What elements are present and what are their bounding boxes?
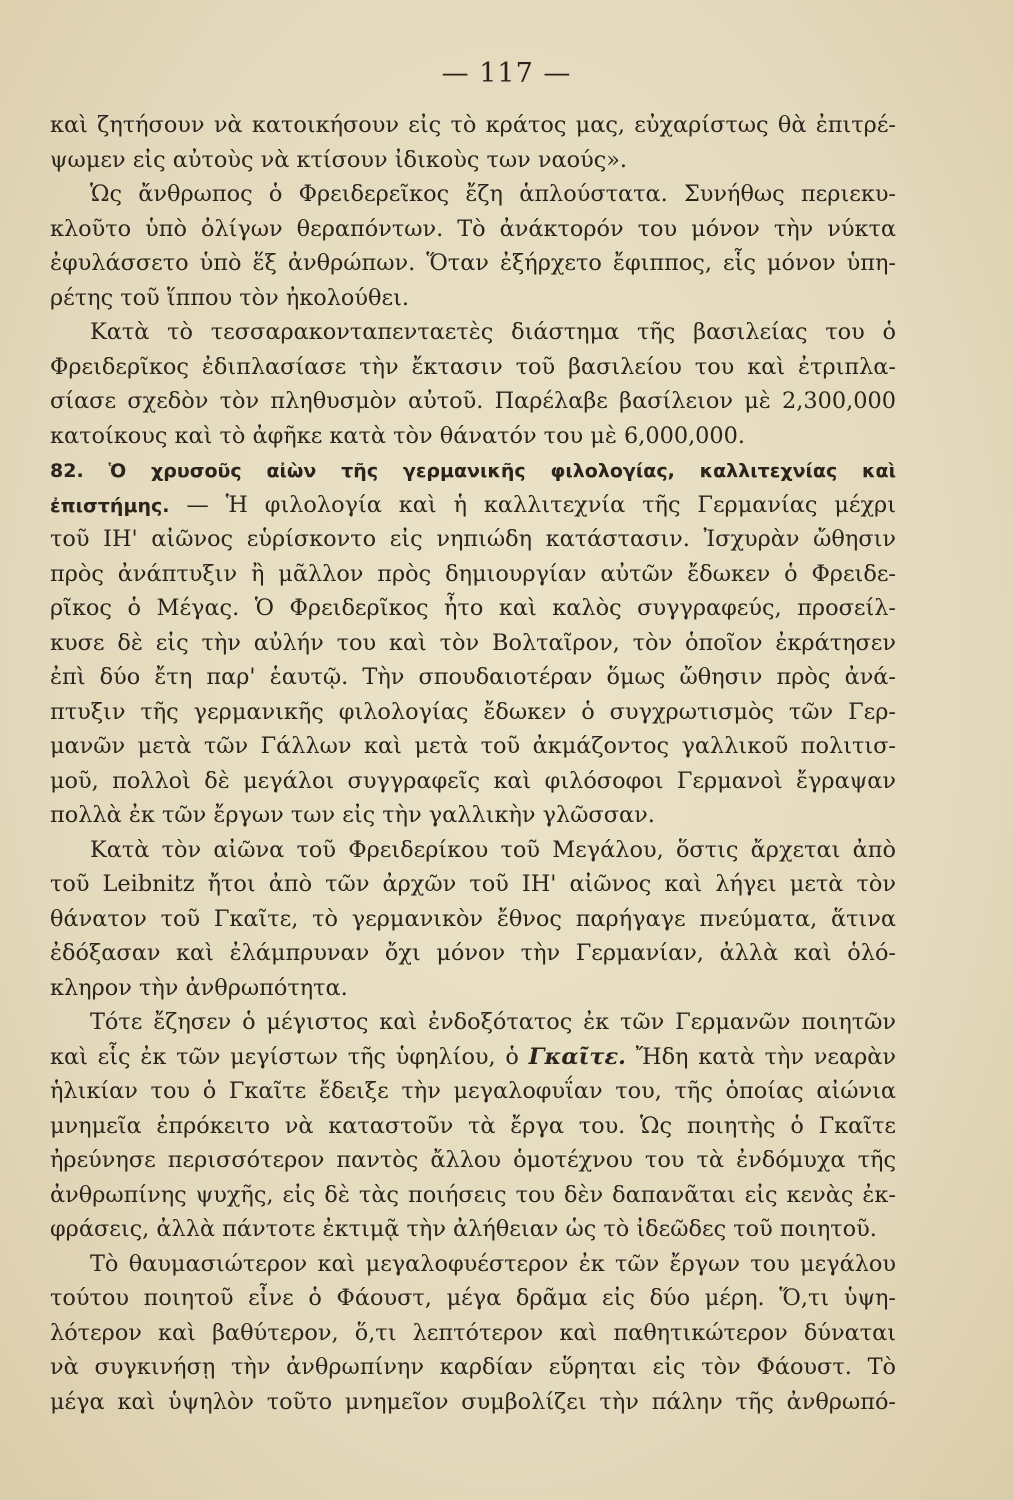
text-line: κληρον τὴν ἀνθρωπότητα. (50, 974, 348, 1001)
text-line: ἐπὶ δύο ἔτη παρ' ἑαυτῷ. Τὴν σπουδαιοτέραν ὅμως ὤθησιν πρὸς ἀνά- (50, 664, 896, 690)
section-heading-end: ἐπιστήμης. (50, 494, 170, 517)
text-line: ἐδόξασαν καὶ ἐλάμπρυναν ὄχι μόνον τὴν Γερμανίαν, ἀλλὰ καὶ ὁλό- (50, 940, 896, 966)
text-line: σίασε σχεδὸν τὸν πληθυσμὸν αὐτοῦ. Παρέλαβε βασίλειον μὲ 2,300,000 (50, 388, 896, 414)
page-number: — 117 — (441, 58, 572, 89)
text-line: ρῖκος ὁ Μέγας. Ὁ Φρειδερῖκος ἦτο καὶ καλὸς συγγραφεύς, προσείλ- (50, 595, 896, 621)
text-line: μνημεῖα ἐπρόκειτο νὰ καταστοῦν τὰ ἔργα του. Ὡς ποιητὴς ὁ Γκαῖτε (50, 1112, 896, 1139)
text-line: μανῶν μετὰ τῶν Γάλλων καὶ μετὰ τοῦ ἀκμάζοντος γαλλικοῦ πολιτισ- (50, 733, 896, 759)
text-line: φράσεις, ἀλλὰ πάντοτε ἐκτιμᾷ τὴν ἀλήθειαν ὡς τὸ ἰδεῶδες τοῦ ποιητοῦ. (50, 1216, 877, 1242)
goethe-line-end: Ἤδη κατὰ τὴν νεαρὰν (625, 1043, 896, 1070)
section-heading-text: 82. Ὁ χρυσοῦς αἰὼν τῆς γερμανικῆς φιλολογίας, καλλιτεχνίας καὶ (50, 460, 896, 482)
text-line: κλοῦτο ὑπὸ ὀλίγων θεραπόντων. Τὸ ἀνάκτορόν του μόνον τὴν νύκτα (50, 215, 896, 242)
text-line: ἀνθρωπίνης ψυχῆς, εἰς δὲ τὰς ποιήσεις του δὲν δαπανᾶται εἰς κενὰς ἐκ- (50, 1181, 896, 1208)
text-line: λότερον καὶ βαθύτερον, ὅ,τι λεπτότερον καὶ παθητικώτερον δύναται (50, 1319, 896, 1346)
text-line: πρὸς ἀνάπτυξιν ἢ μᾶλλον πρὸς δημιουργίαν αὐτῶν ἔδωκεν ὁ Φρειδε- (50, 560, 896, 587)
section-intro: — Ἡ φιλολογία καὶ ἡ καλλιτεχνία τῆς Γερμανίας μέχρι (169, 491, 896, 518)
text-line: ἐφυλάσσετο ὑπὸ ἕξ ἀνθρώπων. Ὅταν ἐξήρχετο ἔφιππος, εἷς μόνον ὑπη- (50, 250, 896, 276)
text-line: θάνατον τοῦ Γκαῖτε, τὸ γερμανικὸν ἔθνος παρήγαγε πνεύματα, ἅτινα (50, 905, 896, 932)
text-line: ρέτης τοῦ ἵππου τὸν ἠκολούθει. (50, 284, 409, 311)
text-line: Κατὰ τὸν αἰῶνα τοῦ Φρειδερίκου τοῦ Μεγάλου, ὅστις ἄρχεται ἀπὸ (90, 836, 896, 863)
text-line: μέγα καὶ ὑψηλὸν τοῦτο μνημεῖον συμβολίζει τὴν πάλην τῆς ἀνθρωπό- (50, 1388, 896, 1415)
text-line: κυσε δὲ εἰς τὴν αὐλήν του καὶ τὸν Βολταῖρον, τὸν ὁποῖον ἐκράτησεν (50, 629, 896, 656)
text-line (50, 1040, 896, 1075)
text-line: τοῦ ΙΗ' αἰῶνος εὑρίσκοντο εἰς νηπιώδη κατάστασιν. Ἰσχυρὰν ὤθησιν (50, 526, 896, 552)
text-line: Φρειδερῖκος ἐδιπλασίασε τὴν ἔκτασιν τοῦ βασιλείου του καὶ ἐτριπλα- (50, 353, 896, 380)
text-line: Κατὰ τὸ τεσσαρακονταπενταετὲς διάστημα τῆς βασιλείας του ὁ (90, 319, 896, 345)
text-line: ψωμεν εἰς αὐτοὺς νὰ κτίσουν ἰδικοὺς των ναούς». (50, 146, 628, 173)
text-line: ἠρεύνησε περισσότερον παντὸς ἄλλου ὁμοτέχνου του τὰ ἐνδόμυχα τῆς (50, 1147, 896, 1173)
goethe-line-start: καὶ εἷς ἐκ τῶν μεγίστων τῆς ὑφηλίου, ὁ (50, 1043, 529, 1070)
body-text (50, 108, 896, 1419)
text-line: τούτου ποιητοῦ εἶνε ὁ Φάουστ, μέγα δρᾶμα εἰς δύο μέρη. Ὅ,τι ὑψη- (50, 1285, 896, 1311)
text-line: πολλὰ ἐκ τῶν ἔργων των εἰς τὴν γαλλικὴν γλῶσσαν. (50, 802, 655, 828)
text-line (50, 488, 896, 523)
text-line: Ὡς ἄνθρωπος ὁ Φρειδερεῖκος ἔζη ἁπλούστατα. Συνήθως περιεκυ- (90, 181, 896, 207)
text-line: μοῦ, πολλοὶ δὲ μεγάλοι συγγραφεῖς καὶ φιλόσοφοι Γερμανοὶ ἔγραψαν (50, 767, 896, 794)
text-line: καὶ ζητήσουν νὰ κατοικήσουν εἰς τὸ κράτος μας, εὐχαρίστως θὰ ἐπιτρέ- (50, 112, 896, 138)
text-line: τοῦ Leibnitz ἤτοι ἀπὸ τῶν ἀρχῶν τοῦ ΙΗ' αἰῶνος καὶ λήγει μετὰ τὸν (50, 871, 896, 897)
text-line: ἡλικίαν του ὁ Γκαῖτε ἔδειξε τὴν μεγαλοφυΐαν του, τῆς ὁποίας αἰώνια (50, 1078, 896, 1104)
text-line: Τὸ θαυμασιώτερον καὶ μεγαλοφυέστερον ἐκ τῶν ἔργων του μεγάλου (90, 1250, 896, 1277)
text-line: νὰ συγκινήσῃ τὴν ἀνθρωπίνην καρδίαν εὕρηται εἰς τὸν Φάουστ. Τὸ (50, 1354, 896, 1380)
text-line: κατοίκους καὶ τὸ ἀφῆκε κατὰ τὸν θάνατόν του μὲ 6,000,000. (50, 422, 746, 449)
text-line: πτυξιν τῆς γερμανικῆς φιλολογίας ἔδωκεν ὁ συγχρωτισμὸς τῶν Γερ- (50, 698, 896, 725)
text-line: Τότε ἔζησεν ὁ μέγιστος καὶ ἐνδοξότατος ἐκ τῶν Γερμανῶν ποιητῶν (90, 1009, 896, 1035)
section-heading (50, 453, 896, 488)
goethe-name: Γκαῖτε. (528, 1043, 626, 1070)
